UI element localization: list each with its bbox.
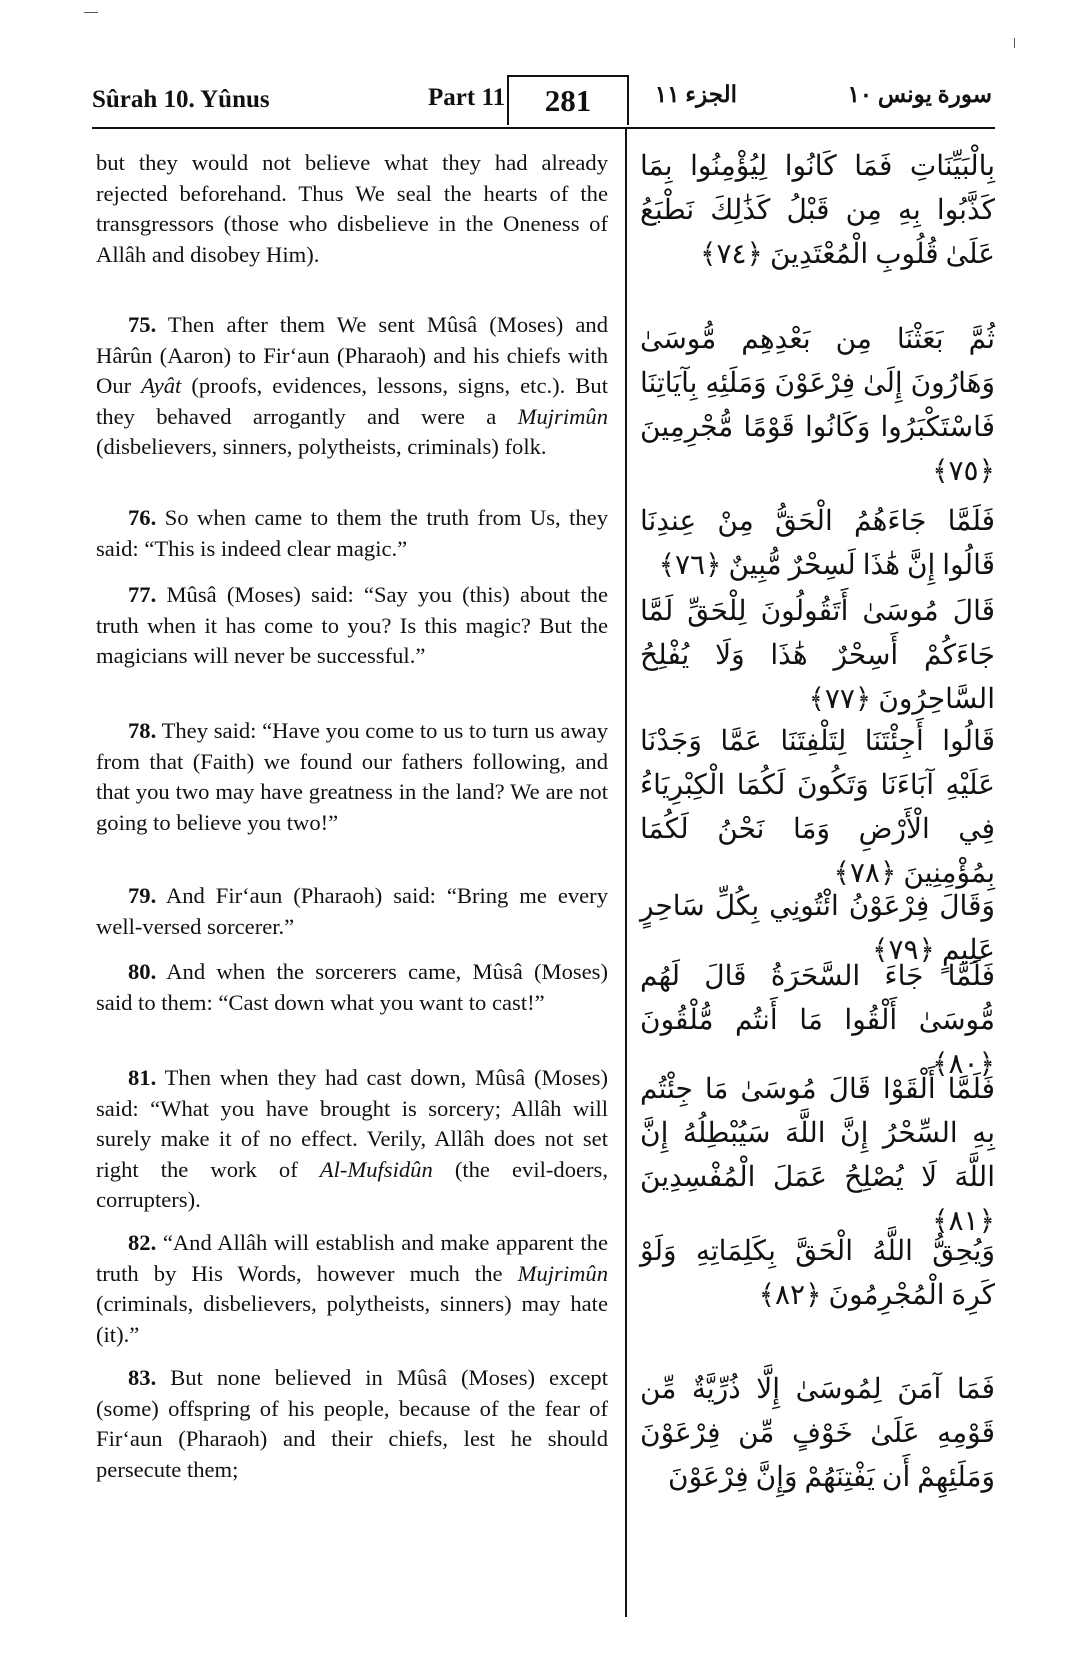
verse-82-arabic: وَيُحِقُّ اللَّهُ الْحَقَّ بِكَلِمَاتِهِ وَلَوْ كَرِهَ الْمُجْرِمُونَ ﴿٨٢﴾ (640, 1236, 995, 1311)
page-number: 281 (507, 75, 629, 125)
part-label: Part 11 (428, 84, 506, 111)
verse-81-arabic: فَلَمَّا أَلْقَوْا قَالَ مُوسَىٰ مَا جِئْتُم بِهِ السِّحْرُ إِنَّ اللَّهَ سَيُبْطِلُهُ إِنَّ اللَّهَ لَا يُصْلِحُ عَمَلَ الْمُفْسِدِينَ ﴿٨١﴾ (640, 1074, 995, 1237)
verse-77-english: 77. Mûsâ (Moses) said: “Say you (this) about the truth when it has come to you? Is this magic? But the magicians will never be successful.” (96, 582, 608, 668)
verse-81-english: 81. Then when they had cast down, Mûsâ (Moses) said: “What you have brought is sorcery; Allâh will surely make it of no effect. Verily, Allâh does not set right the work of Al-Mufsidûn (the evil-doers, corrupters). (96, 1065, 608, 1212)
header-rule (92, 127, 995, 129)
surah-title: Sûrah 10. Yûnus (92, 86, 270, 113)
verse-79-arabic: وَقَالَ فِرْعَوْنُ ائْتُونِي بِكُلِّ سَاحِرٍ عَلِيمٍ ﴿٧٩﴾ (640, 891, 995, 966)
verse-74-english: but they would not believe what they had already rejected beforehand. Thus We seal the hearts of the transgressors (those who disbelieve in the Oneness of Allâh and disobey Him). (96, 150, 608, 267)
verse-76-english: 76. So when came to them the truth from Us, they said: “This is indeed clear magic.” (96, 505, 608, 561)
verse-74-arabic: بِالْبَيِّنَاتِ فَمَا كَانُوا لِيُؤْمِنُوا بِمَا كَذَّبُوا بِهِ مِن قَبْلُ كَذَٰلِكَ نَطْبَعُ عَلَىٰ قُلُوبِ الْمُعْتَدِينَ ﴿٧٤﴾ (640, 151, 995, 270)
verse-75-english: 75. Then after them We sent Mûsâ (Moses) and Hârûn (Aaron) to Fir‘aun (Pharaoh) and his chiefs with Our Ayât (proofs, evidences, lessons, signs, etc.). But they behaved arrogantly and were a Mujrimûn (disbelievers, sinners, polytheists, criminals) folk. (96, 312, 608, 459)
verse-83-arabic: فَمَا آمَنَ لِمُوسَىٰ إِلَّا ذُرِّيَّةٌ مِّن قَوْمِهِ عَلَىٰ خَوْفٍ مِّن فِرْعَوْنَ وَمَلَئِهِمْ أَن يَفْتِنَهُمْ وَإِنَّ فِرْعَوْنَ (640, 1374, 995, 1493)
verse-82-english: 82. “And Allâh will establish and make apparent the truth by His Words, however much the Mujrimûn (criminals, disbelievers, polytheists, sinners) may hate (it).” (96, 1230, 608, 1347)
juz-arabic: الجزء ١١ (654, 82, 737, 107)
scan-mark-top-right (1014, 38, 1015, 48)
verse-80-arabic: فَلَمَّا جَاءَ السَّحَرَةُ قَالَ لَهُم مُّوسَىٰ أَلْقُوا مَا أَنتُم مُّلْقُونَ ﴿٨٠﴾ (640, 961, 995, 1080)
column-divider (625, 129, 627, 1617)
surah-title-arabic: سورة يونس ١٠ (847, 82, 992, 107)
verse-78-arabic: قَالُوا أَجِئْتَنَا لِتَلْفِتَنَا عَمَّا وَجَدْنَا عَلَيْهِ آبَاءَنَا وَتَكُونَ لَكُمَا الْكِبْرِيَاءُ فِي الْأَرْضِ وَمَا نَحْنُ لَكُمَا بِمُؤْمِنِينَ ﴿٧٨﴾ (640, 726, 995, 889)
verse-78-english: 78. They said: “Have you come to us to turn us away from that (Faith) we found our fathers following, and that you two may have greatness in the land? We are not going to believe you two!” (96, 718, 608, 835)
verse-75-arabic: ثُمَّ بَعَثْنَا مِن بَعْدِهِم مُّوسَىٰ وَهَارُونَ إِلَىٰ فِرْعَوْنَ وَمَلَئِهِ بِآيَاتِنَا فَاسْتَكْبَرُوا وَكَانُوا قَوْمًا مُّجْرِمِينَ ﴿٧٥﴾ (640, 324, 995, 487)
verse-80-english: 80. And when the sorcerers came, Mûsâ (Moses) said to them: “Cast down what you want to cast!” (96, 959, 608, 1015)
verse-77-arabic: قَالَ مُوسَىٰ أَتَقُولُونَ لِلْحَقِّ لَمَّا جَاءَكُمْ أَسِحْرٌ هَٰذَا وَلَا يُفْلِحُ السَّاحِرُونَ ﴿٧٧﴾ (640, 596, 995, 715)
verse-83-english: 83. But none believed in Mûsâ (Moses) except (some) offspring of his people, because of the fear of Fir‘aun (Pharaoh) and their chiefs, lest he should persecute them; (96, 1365, 608, 1482)
verse-76-arabic: فَلَمَّا جَاءَهُمُ الْحَقُّ مِنْ عِندِنَا قَالُوا إِنَّ هَٰذَا لَسِحْرٌ مُّبِينٌ ﴿٧٦﴾ (640, 506, 995, 581)
scan-mark-top-left (84, 12, 98, 13)
page-header (92, 78, 992, 130)
verse-79-english: 79. And Fir‘aun (Pharaoh) said: “Bring me every well-versed sorcerer.” (96, 883, 608, 939)
